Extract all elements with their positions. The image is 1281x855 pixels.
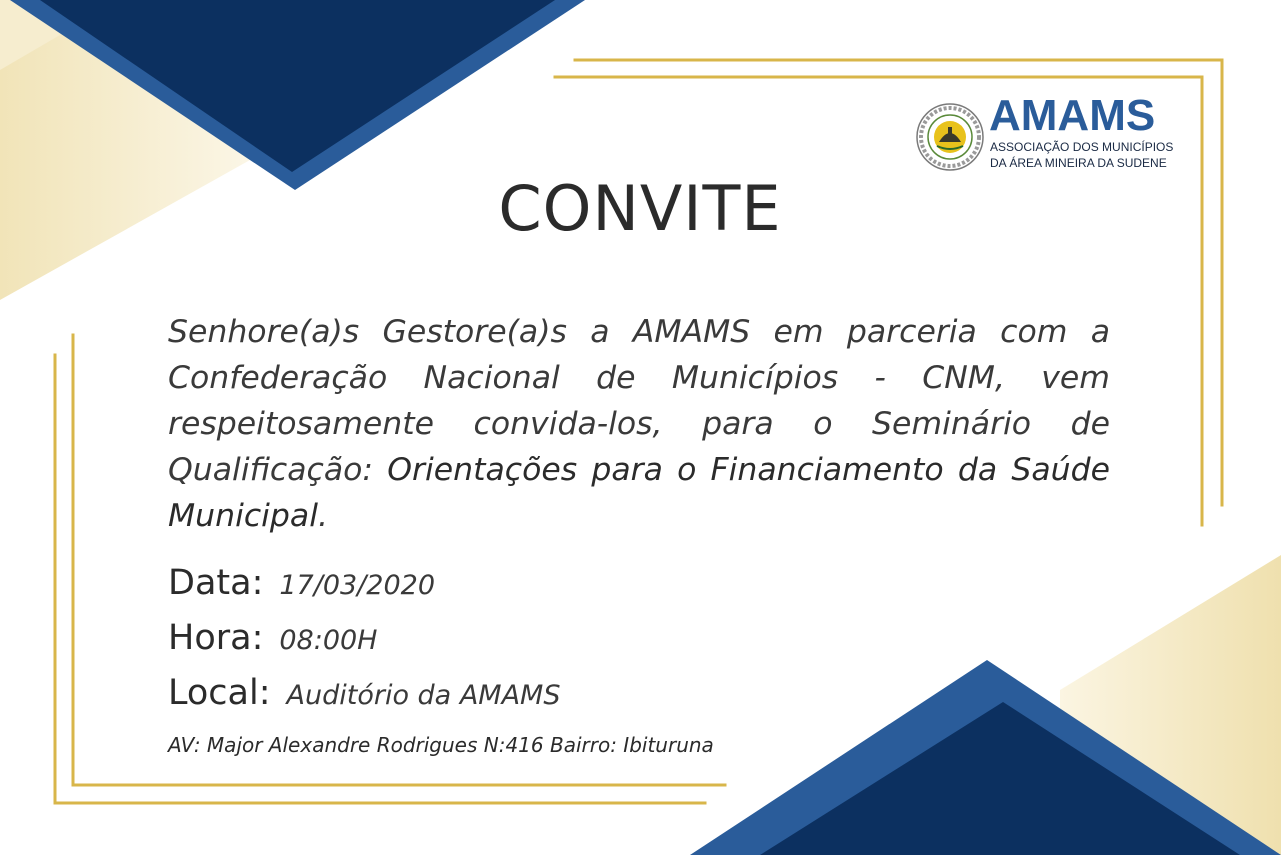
date-label: Data: (168, 563, 264, 603)
address: AV: Major Alexandre Rodrigues N:416 Bairro: Ibituruna (168, 733, 714, 757)
amams-seal-icon (915, 102, 985, 172)
place-value: Auditório da AMAMS (286, 680, 561, 711)
page-title: CONVITE (498, 172, 782, 245)
amams-tagline-2: DA ÁREA MINEIRA DA SUDENE (990, 156, 1167, 170)
invitation-message (168, 309, 1110, 539)
time-value: 08:00H (279, 625, 378, 656)
message-end: . (317, 498, 328, 534)
date-value: 17/03/2020 (279, 570, 435, 601)
place-label: Local: (168, 673, 271, 713)
time-row (168, 618, 378, 658)
place-row (168, 673, 560, 713)
amams-wordmark: AMAMS (989, 91, 1156, 140)
seminar-title: Orientações para o Financiamento da Saúde Municipal (168, 452, 1110, 534)
message-intro: Senhore(a)s Gestore(a)s a AMAMS em parceria com a Confederação Nacional de Municípios - CNM, vem respeitosamente convida-los, para o Seminário de Qualificação: (168, 314, 1110, 488)
date-row (168, 563, 435, 603)
amams-tagline-1: ASSOCIAÇÃO DOS MUNICÍPIOS (990, 140, 1174, 154)
time-label: Hora: (168, 618, 264, 658)
amams-logo (915, 91, 1175, 176)
